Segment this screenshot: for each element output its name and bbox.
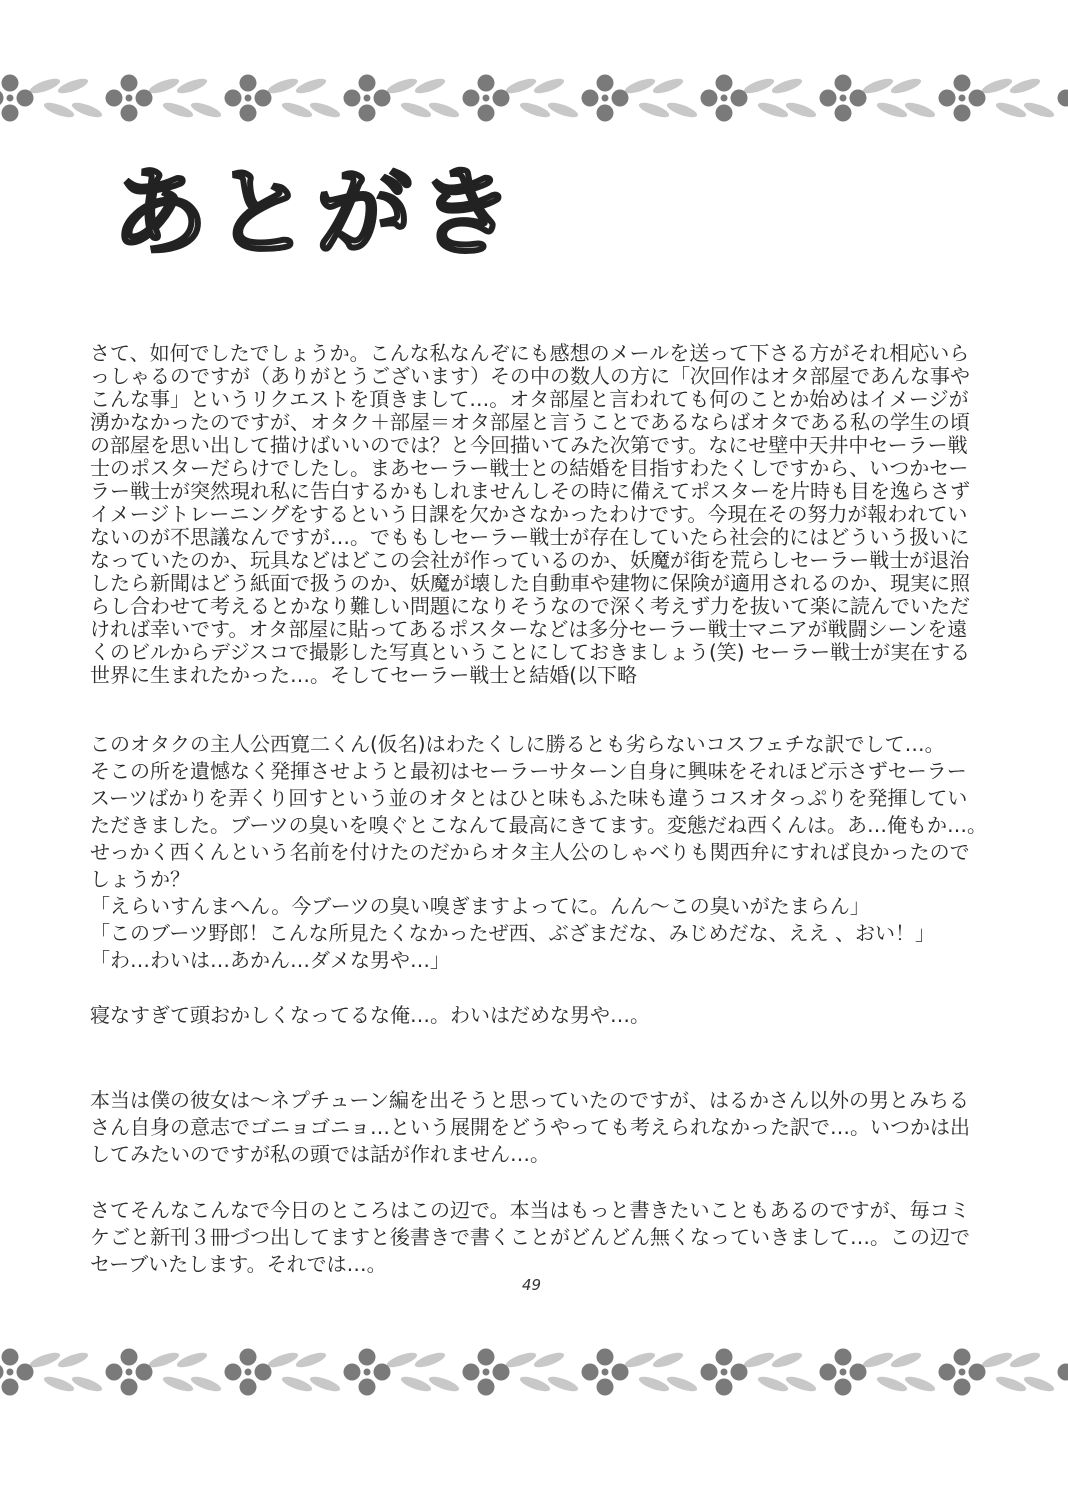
- text-line: 「このブーツ野郎！こんな所見たくなかったぜ西、ぶざまだな、みじめだな、ええ 、おい！」: [90, 921, 935, 945]
- flower-icon: [820, 75, 937, 122]
- text-line: っしゃるのですが（ありがとうございます）その中の数人の方に「次回作はオタ部屋であんな事や: [90, 364, 970, 388]
- flower-icon: [225, 1349, 342, 1396]
- text-line: 世界に生まれたかった…。そしてセーラー戦士と結婚(以下略: [90, 663, 638, 687]
- text-line: そこの所を遺憾なく発揮させようと最初はセーラーサターン自身に興味をそれほど示さずセーラー: [90, 759, 967, 783]
- text-line: 「わ…わいは…あかん…ダメな男や…」: [90, 948, 450, 972]
- flower-icon: [463, 75, 580, 122]
- text-line: ただきました。ブーツの臭いを嗅ぐとこなんて最高にきてます。変態だね西くんは。あ…俺もか…。: [90, 813, 987, 837]
- text-line: 「えらいすんまへん。今ブーツの臭い嗅ぎますよってに。んん～この臭いがたまらん」: [90, 894, 870, 918]
- flower-icon: [939, 75, 1056, 122]
- text-line: したら新聞はどう紙面で扱うのか、妖魔が壊した自動車や建物に保険が適用されるのか、現実に照: [90, 571, 970, 595]
- flower-icon: [106, 1349, 223, 1396]
- flower-icon: [582, 1349, 699, 1396]
- floral-border-top: [0, 56, 1068, 136]
- text-line: 士のポスターだらけでしたし。まあセーラー戦士との結婚を目指すわたくしですから、いつかセー: [90, 456, 969, 480]
- text-line: こんな事」というリクエストを頂きまして…。オタ部屋と言われても何のことか始めはイメージが: [90, 387, 969, 411]
- dialogue-block: [90, 893, 990, 974]
- page-title: あとがき: [112, 157, 520, 269]
- text-line: イメージトレーニングをするという日課を欠かさなかったわけです。今現在その努力が報われてい: [90, 502, 968, 526]
- flower-icon: [0, 75, 104, 122]
- text-line: らし合わせて考えるとかなり難しい問題になりそうなので深く考えず力を抜いて楽に読んでいただ: [90, 594, 970, 618]
- flower-icon: [0, 1349, 104, 1396]
- text-line: なっていたのか、玩具などはどこの会社が作っているのか、妖魔が街を荒らしセーラー戦士が退治: [90, 548, 970, 572]
- paragraph: [90, 1197, 990, 1278]
- text-line: さて、如何でしたでしょうか。こんな私なんぞにも感想のメールを送って下さる方がそれ相応いら: [90, 341, 970, 365]
- flower-icon: [344, 75, 461, 122]
- flower-icon: [1058, 1349, 1068, 1396]
- text-line: 本当は僕の彼女は～ネプチューン編を出そうと思っていたのですが、はるかさん以外の男とみちる: [90, 1088, 969, 1112]
- page-number: 49: [522, 1276, 542, 1294]
- flower-icon: [344, 1349, 461, 1396]
- paragraph: [90, 342, 990, 687]
- text-line: ラー戦士が突然現れ私に告白するかもしれませんしその時に備えてポスターを片時も目を逸らさず: [90, 479, 970, 503]
- text-line: 湧かなかったのですが、オタク＋部屋＝オタ部屋と言うことであるならばオタである私の学生の頃: [90, 410, 970, 434]
- text-line: くのビルからデジスコで撮影した写真ということにしておきましょう(笑) セーラー戦士が実在する: [90, 640, 971, 664]
- flower-icon: [701, 1349, 818, 1396]
- text-line: してみたいのですが私の頭では話が作れません…。: [90, 1142, 550, 1166]
- text-line: ければ幸いです。オタ部屋に貼ってあるポスターなどは多分セーラー戦士マニアが戦闘シーンを遠: [90, 617, 968, 641]
- paragraph: [90, 731, 990, 893]
- text-line: さん自身の意志でゴニョゴニョ…という展開をどうやっても考えられなかった訳で…。いつかは出: [90, 1115, 970, 1139]
- flower-icon: [582, 75, 699, 122]
- text-line: このオタクの主人公西寛二くん(仮名)はわたくしに勝るとも劣らないコスフェチな訳でして…。: [90, 732, 945, 756]
- flower-icon: [1058, 75, 1068, 122]
- text-line: セーブいたします。それでは…。: [90, 1252, 387, 1276]
- paragraph: [90, 1087, 990, 1168]
- floral-border-bottom: [0, 1330, 1068, 1410]
- text-line: せっかく西くんという名前を付けたのだからオタ主人公のしゃべりも関西弁にすれば良かったので: [90, 840, 970, 864]
- text-line: ケごと新刊３冊づつ出してますと後書きで書くことがどんどん無くなっていきまして…。この辺で: [90, 1225, 970, 1249]
- flower-icon: [106, 75, 223, 122]
- flower-icon: [820, 1349, 937, 1396]
- paragraph: [90, 1002, 990, 1029]
- text-line: さてそんなこんなで今日のところはこの辺で。本当はもっと書きたいこともあるのですが、毎コミ: [90, 1198, 970, 1222]
- text-line: スーツばかりを弄くり回すという並のオタとはひと味もふた味も違うコスオタっぷりを発揮してい: [90, 786, 968, 810]
- flower-icon: [463, 1349, 580, 1396]
- text-line: しょうか？: [90, 867, 190, 891]
- text-line: ないのが不思議なんですが…。でももしセーラー戦士が存在していたら社会的にはどういう扱いに: [90, 525, 970, 549]
- flower-icon: [701, 75, 818, 122]
- flower-icon: [939, 1349, 1056, 1396]
- text-line: の部屋を思い出して描けばいいのでは？と今回描いてみた次第です。なにせ壁中天井中セーラー戦: [90, 433, 968, 457]
- flower-icon: [225, 75, 342, 122]
- text-line: 寝なすぎて頭おかしくなってるな俺…。わいはだめな男や…。: [90, 1003, 650, 1027]
